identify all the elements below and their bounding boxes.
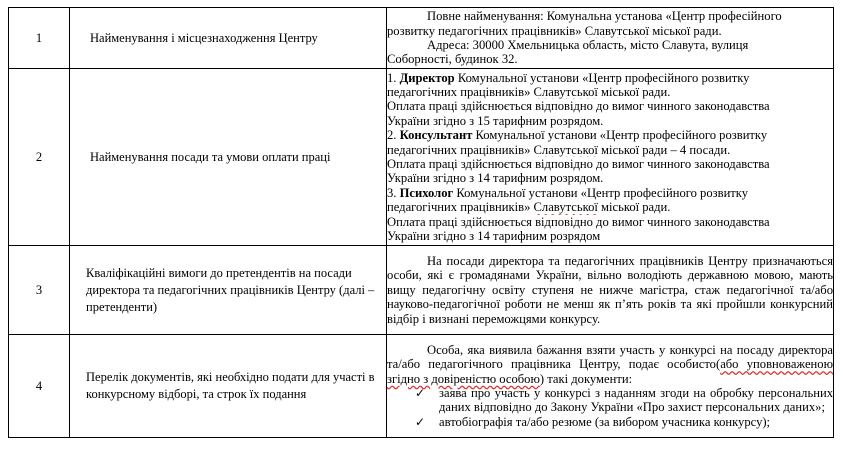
position-desc-line: педагогічних працівників» Славутської міської ради. [387,200,671,215]
row-content [387,335,834,438]
table-row [9,335,834,438]
checkmark-icon: ✓ [415,386,426,400]
requirements-text: На посади директора та педагогічних працівників Центру призначаються особи, які є громадянами України, вільно володіють державною мовою, мають вищу педагогічну освіту ступеня не нижче магістра, стаж педагогічної та/або науково-педагогічної роботи не менш як п’ять років та які пройшли конкурсний відбір і визнані переможцями конкурсу. [387,253,833,326]
table-row [9,69,834,246]
row-number: 2 [9,69,70,246]
row-label: Кваліфікаційні вимоги до претендентів на посади директора та педагогічних працівників Центру (далі – претенденти) [70,246,387,335]
documents-intro: Особа, яка виявила бажання взяти участь у конкурсі на посаду директора та/або педагогічного працівника Центру, подає особисто(або уповноваженою згідно з довіреністю особою) такі документи: [387,342,833,386]
position-title-line: 3. Психолог Комунальної установи «Центр професійного розвитку [387,185,749,200]
table-row [9,246,834,335]
row-label: Найменування і місцезнаходження Центру [70,8,387,69]
row-number: 4 [9,335,70,438]
pay-line: Оплата праці здійснюється відповідно до вимог чинного законодавства [387,157,770,171]
address-line: Адреса: 30000 Хмельницька область, місто Славута, вулиця [427,38,749,52]
address-line-2: Соборності, будинок 32. [387,52,518,67]
table-row [9,8,834,69]
row-label: Перелік документів, які необхідно подати для участі в конкурсному відборі, та строк їх подання [70,335,387,438]
row-content [387,246,834,335]
row-content [387,69,834,246]
pay-line: Оплата праці здійснюється відповідно до вимог чинного законодавства [387,214,770,229]
row-number: 1 [9,8,70,69]
full-name-line-2: розвитку педагогічних працівників» Славутської міської ради. [387,23,722,38]
row-number: 3 [9,246,70,335]
list-item: ✓ заява про участь у конкурсі з наданням згоди на обробку персональних даних відповідно до Закону України «Про захист персональних даних»; [415,386,833,415]
pay-line-2: України згідно з 14 тарифним розрядом [387,229,601,244]
pay-line-2: України згідно з 14 тарифним розрядом. [387,171,604,186]
position-title-line: 1. Директор Комунальної установи «Центр професійного розвитку [387,70,750,85]
announcement-table [8,7,834,438]
row-label: Найменування посади та умови оплати праці [70,69,387,246]
checkmark-icon: ✓ [415,414,426,429]
pay-line-2: України згідно з 15 тарифним розрядом. [387,113,604,128]
list-item: ✓ автобіографія та/або резюме (за вибором учасника конкурсу); [415,414,771,429]
position-desc-line: педагогічних працівників» Славутської міської ради – 4 посади. [387,142,731,157]
position-title-line: 2. Консультант Комунальної установи «Центр професійного розвитку [387,128,768,143]
full-name-line: Повне найменування: Комунальна установа «Центр професійного [427,9,782,24]
position-desc-line: педагогічних працівників» Славутської міської ради. [387,84,671,99]
pay-line: Оплата праці здійснюється відповідно до вимог чинного законодавства [387,99,770,114]
row-content [387,8,834,69]
